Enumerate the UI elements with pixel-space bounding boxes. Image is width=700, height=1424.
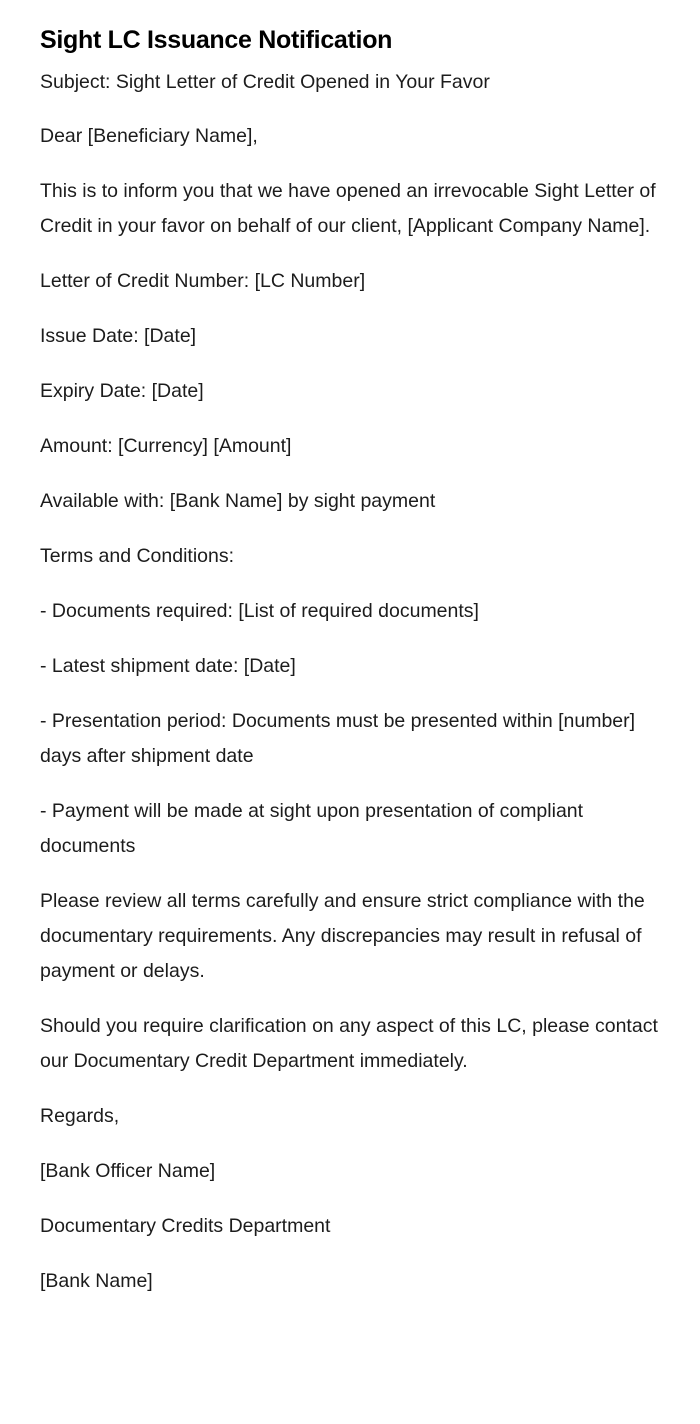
- closing: Regards,: [40, 1105, 120, 1127]
- salutation: Dear [Beneficiary Name],: [40, 125, 258, 147]
- issue-date: Issue Date: [Date]: [40, 325, 197, 347]
- signature-bank: [Bank Name]: [40, 1270, 153, 1292]
- subject-line: Subject: Sight Letter of Credit Opened in Your Favor: [40, 71, 490, 93]
- terms-item: - Payment will be made at sight upon presentation of compliant documents: [40, 800, 584, 857]
- available-with: Available with: [Bank Name] by sight payment: [40, 490, 436, 512]
- terms-item: - Latest shipment date: [Date]: [40, 655, 296, 677]
- terms-heading: Terms and Conditions:: [40, 545, 235, 567]
- signature-department: Documentary Credits Department: [40, 1215, 331, 1237]
- terms-item: - Presentation period: Documents must be presented within [number] days after shipment date: [40, 710, 636, 767]
- contact-note: Should you require clarification on any aspect of this LC, please contact our Documentary Credit Department immediately.: [40, 1015, 658, 1072]
- expiry-date: Expiry Date: [Date]: [40, 380, 204, 402]
- lc-number: Letter of Credit Number: [LC Number]: [40, 270, 366, 292]
- review-note: Please review all terms carefully and ensure strict compliance with the documentary requirements. Any discrepancies may result in refusal of payment or delays.: [40, 890, 645, 982]
- terms-item: - Documents required: [List of required documents]: [40, 600, 479, 622]
- amount: Amount: [Currency] [Amount]: [40, 435, 292, 457]
- intro-paragraph: This is to inform you that we have opened an irrevocable Sight Letter of Credit in your favor on behalf of our client, [Applicant Company Name].: [40, 180, 656, 237]
- signature-name: [Bank Officer Name]: [40, 1160, 216, 1182]
- document-title: Sight LC Issuance Notification: [40, 26, 393, 54]
